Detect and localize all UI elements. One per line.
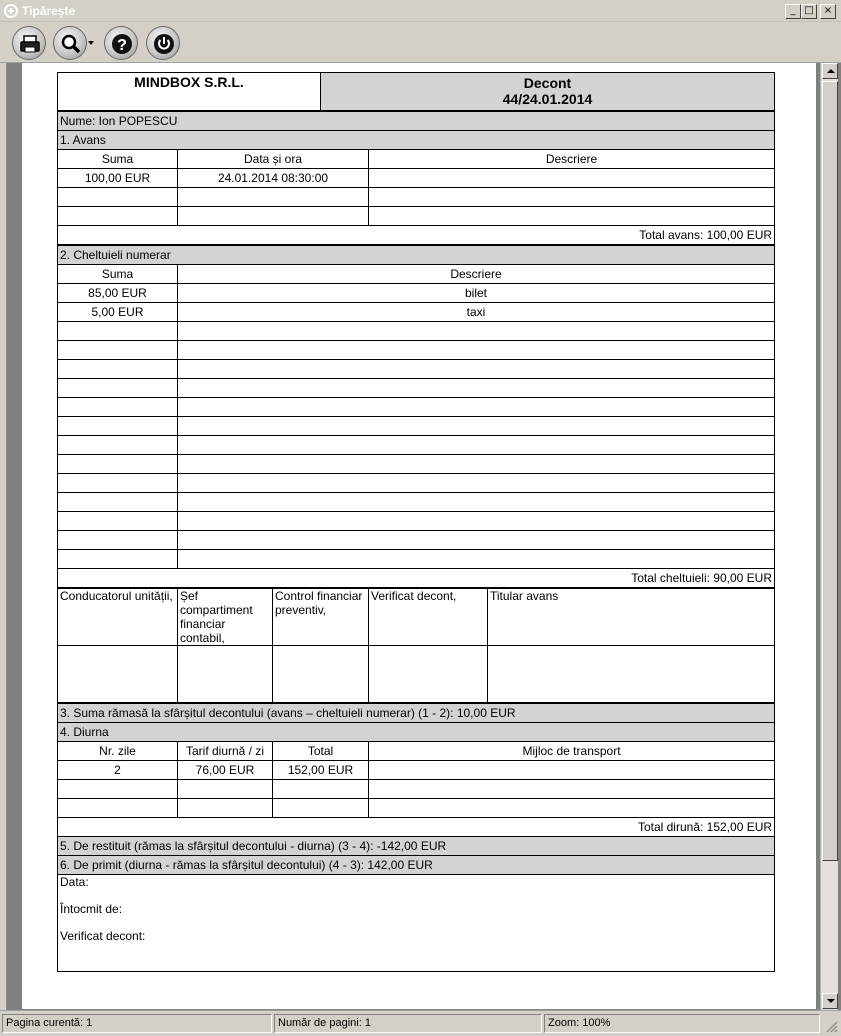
table-row: [58, 341, 775, 360]
table-row: [58, 379, 775, 398]
exit-button[interactable]: [146, 26, 180, 60]
expense-description: [178, 474, 775, 493]
column-header: Mijloc de transport: [369, 742, 775, 761]
empty-cell: [58, 799, 178, 818]
table-row: [58, 780, 775, 799]
signature-box: [58, 646, 178, 703]
company-name: MINDBOX S.R.L.: [58, 73, 321, 111]
expense-amount: [58, 417, 178, 436]
empty-cell: [58, 780, 178, 799]
avans-description: [369, 169, 775, 188]
footer-verified-label: Verificat decont:: [60, 929, 146, 943]
signature-label: Verificat decont,: [369, 589, 488, 646]
scroll-thumb[interactable]: [822, 81, 838, 861]
decont-title: Decont: [523, 75, 572, 91]
section-de-restituit: 5. De restituit (rămas la sfârșitul decontului - diurna) (3 - 4): -142,00 EUR: [58, 837, 775, 856]
avans-datetime: 24.01.2014 08:30:00: [178, 169, 369, 188]
expense-amount: [58, 512, 178, 531]
empty-cell: [178, 780, 273, 799]
zoom-dropdown-icon[interactable]: [88, 41, 94, 45]
scroll-down-button[interactable]: [822, 993, 838, 1009]
expense-amount: [58, 322, 178, 341]
close-button[interactable]: ×: [820, 4, 836, 19]
help-button[interactable]: [104, 26, 138, 60]
power-icon: [152, 32, 176, 56]
table-row: [58, 303, 775, 322]
empty-cell: [58, 188, 178, 207]
signature-label: Control financiar preventiv,: [273, 589, 369, 646]
document-title: [321, 73, 775, 111]
expense-amount: [58, 493, 178, 512]
expense-amount: [58, 360, 178, 379]
expense-description: [178, 398, 775, 417]
column-header: Suma: [58, 265, 178, 284]
signature-label: Șef compartiment financiar contabil,: [178, 589, 273, 646]
section-cheltuieli: 2. Cheltuieli numerar: [58, 246, 775, 265]
footer-prepared-by-label: Întocmit de:: [60, 902, 123, 916]
status-bar: [0, 1010, 841, 1036]
diurna-total-cell: 152,00 EUR: [273, 761, 369, 780]
arrow-down-icon: [827, 999, 835, 1003]
print-button[interactable]: [12, 26, 46, 60]
footer-date-label: Data:: [60, 875, 89, 889]
table-row: [58, 360, 775, 379]
table-row: [58, 322, 775, 341]
expense-description: taxi: [178, 303, 775, 322]
signature-label: Conducatorul unității,: [58, 589, 178, 646]
expense-description: [178, 379, 775, 398]
expense-description: [178, 322, 775, 341]
table-row: [58, 398, 775, 417]
column-header: Descriere: [178, 265, 775, 284]
table-row: [58, 531, 775, 550]
expense-amount: [58, 531, 178, 550]
diurna-total: Total dirună: 152,00 EUR: [58, 818, 775, 837]
section-avans: 1. Avans: [58, 131, 775, 150]
table-row: [58, 188, 775, 207]
zoom-icon: [59, 32, 83, 56]
signature-box: [178, 646, 273, 703]
header-table: [57, 72, 775, 111]
resize-grip-icon[interactable]: [826, 1021, 838, 1033]
empty-cell: [369, 799, 775, 818]
table-row: [58, 799, 775, 818]
expense-amount: [58, 341, 178, 360]
arrow-up-icon: [827, 69, 835, 73]
table-row: [58, 550, 775, 569]
empty-cell: [58, 207, 178, 226]
expense-description: [178, 455, 775, 474]
left-panel: [0, 63, 7, 1010]
signature-box: [273, 646, 369, 703]
expense-description: [178, 417, 775, 436]
expense-amount: [58, 550, 178, 569]
table-row: [58, 284, 775, 303]
cheltuieli-table: [57, 245, 775, 588]
expense-description: [178, 360, 775, 379]
expense-amount: [58, 474, 178, 493]
column-header: Nr. zile: [58, 742, 178, 761]
empty-cell: [369, 188, 775, 207]
column-header: Descriere: [369, 150, 775, 169]
signature-box: [369, 646, 488, 703]
zoom-status: Zoom: 100%: [544, 1014, 820, 1033]
signatures-table: [57, 588, 775, 703]
table-row: [58, 436, 775, 455]
window-title: Tipărește: [22, 4, 76, 18]
footer-block: [58, 875, 775, 972]
cheltuieli-total: Total cheltuieli: 90,00 EUR: [58, 569, 775, 588]
print-icon: [18, 32, 42, 56]
column-header: Total: [273, 742, 369, 761]
minimize-button[interactable]: _: [785, 4, 801, 19]
expense-amount: [58, 455, 178, 474]
signature-box: [488, 646, 775, 703]
document-page: [22, 63, 816, 1009]
expense-description: [178, 550, 775, 569]
empty-cell: [178, 188, 369, 207]
empty-cell: [178, 207, 369, 226]
expense-amount: [58, 379, 178, 398]
empty-cell: [369, 207, 775, 226]
decont-document: [57, 72, 774, 972]
column-header: Tarif diurnă / zi: [178, 742, 273, 761]
app-icon: [4, 4, 18, 18]
empty-cell: [273, 780, 369, 799]
avans-amount: 100,00 EUR: [58, 169, 178, 188]
empty-cell: [369, 780, 775, 799]
expense-description: [178, 512, 775, 531]
expense-amount: 85,00 EUR: [58, 284, 178, 303]
section-de-primit: 6. De primit (diurna - rămas la sfârșitul decontului) (4 - 3): 142,00 EUR: [58, 856, 775, 875]
table-row: [58, 493, 775, 512]
avans-total: Total avans: 100,00 EUR: [58, 226, 775, 245]
avans-table: [57, 111, 775, 245]
expense-description: [178, 341, 775, 360]
section-suma-ramasa: 3. Suma rămasă la sfârșitul decontului (avans – cheltuieli numerar) (1 - 2): 10,00 EUR: [58, 704, 775, 723]
column-header: Data și ora: [178, 150, 369, 169]
table-row: [58, 169, 775, 188]
section-diurna: 4. Diurna: [58, 723, 775, 742]
help-icon: [110, 32, 134, 56]
expense-amount: [58, 436, 178, 455]
scroll-up-button[interactable]: [822, 63, 838, 79]
diurna-table: [57, 703, 775, 972]
decont-number: 44/24.01.2014: [502, 91, 593, 107]
svg-text:?: ?: [117, 37, 127, 54]
empty-cell: [273, 799, 369, 818]
zoom-button[interactable]: [53, 26, 87, 60]
diurna-transport: [369, 761, 775, 780]
diurna-rate: 76,00 EUR: [178, 761, 273, 780]
expense-description: bilet: [178, 284, 775, 303]
table-row: [58, 512, 775, 531]
expense-description: [178, 493, 775, 512]
table-row: [58, 455, 775, 474]
title-bar: [0, 0, 841, 22]
signature-label: Titular avans: [488, 589, 775, 646]
maximize-button[interactable]: □: [801, 4, 817, 19]
toolbar: [0, 23, 841, 63]
page-count-status: Număr de pagini: 1: [274, 1014, 542, 1033]
table-row: [58, 474, 775, 493]
table-row: [58, 207, 775, 226]
expense-description: [178, 531, 775, 550]
expense-amount: [58, 398, 178, 417]
diurna-days: 2: [58, 761, 178, 780]
expense-description: [178, 436, 775, 455]
vertical-scrollbar[interactable]: [820, 63, 838, 1010]
preview-viewport: [0, 63, 841, 1010]
current-page-status: Pagina curentă: 1: [2, 1014, 272, 1033]
expense-amount: 5,00 EUR: [58, 303, 178, 322]
table-row: [58, 417, 775, 436]
column-header: Suma: [58, 150, 178, 169]
empty-cell: [178, 799, 273, 818]
employee-name: Nume: Ion POPESCU: [58, 112, 775, 131]
table-row: [58, 761, 775, 780]
